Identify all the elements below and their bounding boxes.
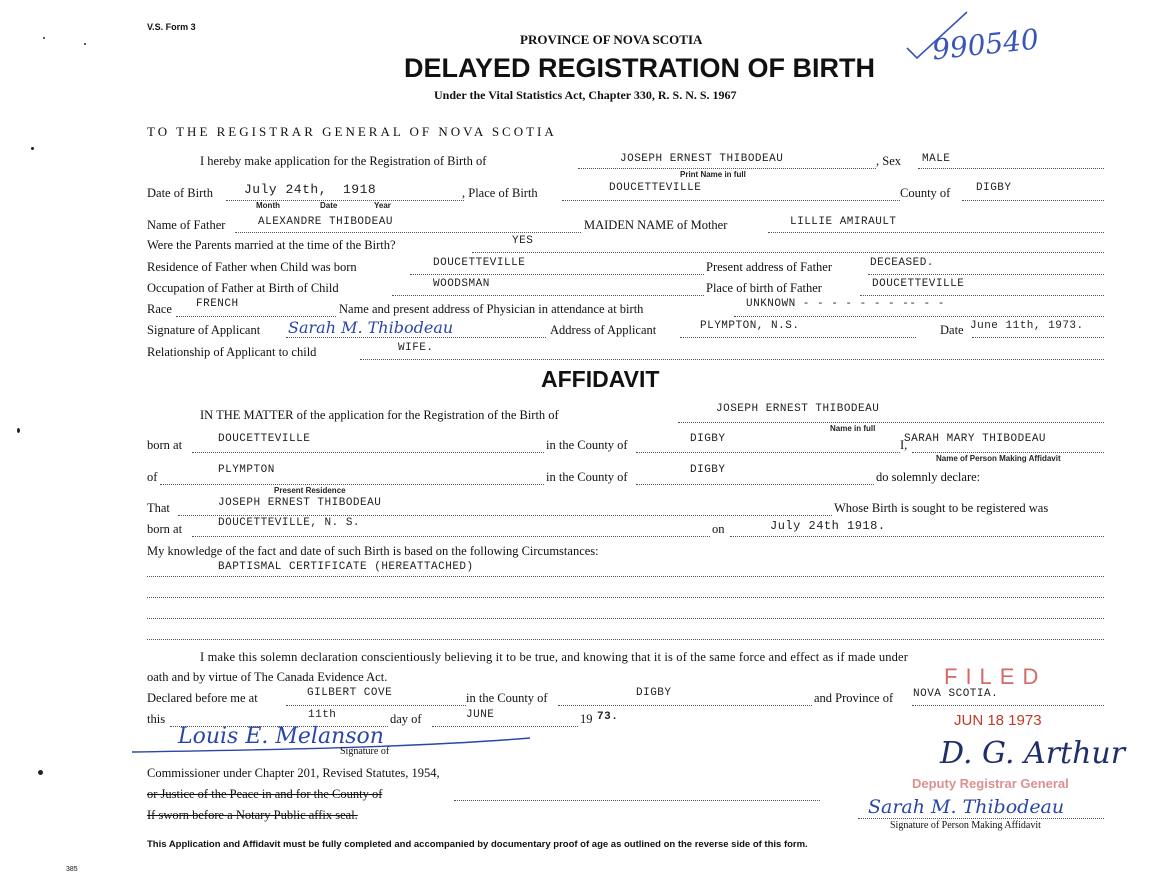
corner-code: 385 <box>66 866 78 873</box>
mother-value: LILLIE AMIRAULT <box>790 216 897 228</box>
born-at-value: DOUCETTEVILLE <box>218 433 311 445</box>
in-county-label: in the County of <box>546 438 628 452</box>
affiant-caption: Signature of Person Making Affidavit <box>890 820 1041 831</box>
father-birthplace-value: DOUCETTEVILLE <box>872 278 965 290</box>
present-residence-caption: Present Residence <box>274 486 346 495</box>
margin-speck <box>17 428 20 433</box>
province-value: NOVA SCOTIA. <box>913 688 999 700</box>
on-label: on <box>712 522 725 536</box>
margin-speck <box>38 770 43 775</box>
knowledge-label: My knowledge of the fact and date of such Birth is based on the following Circumstances: <box>147 544 599 558</box>
commissioner-signature: Louis E. Melanson <box>178 724 384 749</box>
filed-stamp: FILED <box>944 664 1047 689</box>
name-in-full-caption: Name in full <box>830 424 876 433</box>
maker-name: SARAH MARY THIBODEAU <box>904 433 1047 445</box>
matter-intro: IN THE MATTER of the application for the Registration of the Birth of <box>200 408 559 422</box>
present-address-label: Present address of Father <box>706 260 833 274</box>
page-title: DELAYED REGISTRATION OF BIRTH <box>404 53 876 83</box>
month-value: JUNE <box>466 709 495 721</box>
declared-at-value: GILBERT COVE <box>307 687 393 699</box>
dob-month-day: July 24th, <box>244 182 328 197</box>
married-value: YES <box>512 235 534 247</box>
this-label: this <box>147 712 166 726</box>
province-heading: PROVINCE OF NOVA SCOTIA <box>520 32 703 47</box>
in-county-label-3: in the County of <box>466 691 548 705</box>
registrar-signature: D. G. Arthur <box>940 736 1126 771</box>
signature-of-caption: Signature of <box>340 746 390 757</box>
county-value: DIGBY <box>976 182 1012 194</box>
intro-label: I hereby make application for the Registration of Birth of <box>200 154 487 168</box>
born-at-label: born at <box>147 438 183 452</box>
affiant-signature: Sarah M. Thibodeau <box>868 796 1065 818</box>
on-date-value: July 24th 1918. <box>770 519 886 533</box>
relationship-value: WIFE. <box>398 342 434 354</box>
residence-county-value: DIGBY <box>690 464 726 476</box>
applicant-address-value: PLYMPTON, N.S. <box>700 320 800 332</box>
registrar-title: Deputy Registrar General <box>912 776 1069 791</box>
date-caption: Date <box>320 201 338 210</box>
child-name: JOSEPH ERNEST THIBODEAU <box>620 153 784 165</box>
margin-speck <box>84 43 86 45</box>
applicant-signature: Sarah M. Thibodeau <box>288 318 454 337</box>
dob-label: Date of Birth <box>147 186 213 200</box>
form-code: V.S. Form 3 <box>147 22 196 32</box>
of-place-value: PLYMPTON <box>218 464 275 476</box>
margin-speck <box>43 37 45 39</box>
solemn-line-2: oath and by virtue of The Canada Evidence Act. <box>147 670 388 684</box>
margin-speck <box>31 147 34 150</box>
registration-number: 990540 <box>930 22 1041 67</box>
county-label: County of <box>900 186 951 200</box>
addressee: TO THE REGISTRAR GENERAL OF NOVA SCOTIA <box>147 124 557 139</box>
whose-birth-label: Whose Birth is sought to be registered was <box>834 501 1049 515</box>
year-caption: Year <box>374 201 391 210</box>
date-value: June 11th, 1973. <box>970 320 1084 332</box>
father-value: ALEXANDRE THIBODEAU <box>258 216 393 228</box>
maker-caption: Name of Person Making Affidavit <box>936 454 1061 463</box>
declared-county-value: DIGBY <box>636 687 672 699</box>
day-value: 11th <box>308 709 337 721</box>
residence-label: Residence of Father when Child was born <box>147 260 357 274</box>
place-value: DOUCETTEVILLE <box>609 182 702 194</box>
race-label: Race <box>147 302 172 316</box>
residence-value: DOUCETTEVILLE <box>433 257 526 269</box>
declare-label: do solemnly declare: <box>876 470 981 484</box>
born-at2-value: DOUCETTEVILLE, N. S. <box>218 517 361 529</box>
date-label: Date <box>940 323 964 337</box>
page-subtitle: Under the Vital Statistics Act, Chapter 330, R. S. N. S. 1967 <box>434 88 737 102</box>
print-name-caption: Print Name in full <box>680 170 746 179</box>
month-caption: Month <box>256 201 280 210</box>
footer-note: This Application and Affidavit must be fully completed and accompanied by documentary proof of age as outlined on the reverse side of this form. <box>147 839 808 850</box>
in-county-label-2: in the County of <box>546 470 628 484</box>
commissioner-line-2: or Justice of the Peace in and for the County of <box>147 787 383 801</box>
year-suffix: 73. <box>597 711 619 723</box>
province-label: and Province of <box>814 691 894 705</box>
commissioner-line-1: Commissioner under Chapter 201, Revised Statutes, 1954, <box>147 766 440 780</box>
applicant-address-label: Address of Applicant <box>550 323 657 337</box>
relationship-label: Relationship of Applicant to child <box>147 345 317 359</box>
solemn-line-1: I make this solemn declaration conscientiously believing it to be true, and knowing that it is of the same force and effect as if made under <box>200 650 909 664</box>
father-birthplace-label: Place of birth of Father <box>706 281 822 295</box>
that-name-value: JOSEPH ERNEST THIBODEAU <box>218 497 382 509</box>
commissioner-line-3: If sworn before a Notary Public affix seal. <box>147 808 358 822</box>
subject-name: JOSEPH ERNEST THIBODEAU <box>716 403 880 415</box>
of-label: of <box>147 470 158 484</box>
race-value: FRENCH <box>196 298 239 310</box>
day-of-label: day of <box>390 712 422 726</box>
present-address-value: DECEASED. <box>870 257 934 269</box>
i-label: I, <box>900 438 908 452</box>
sex-value: MALE <box>922 153 951 165</box>
mother-label: MAIDEN NAME of Mother <box>584 218 728 232</box>
circumstances-value: BAPTISMAL CERTIFICATE (HEREATTACHED) <box>218 561 474 573</box>
signature-underline <box>130 736 540 761</box>
dob-year: 1918 <box>343 182 377 197</box>
born-county-value: DIGBY <box>690 433 726 445</box>
physician-value: UNKNOWN - - - - - - - -- - - <box>746 298 945 310</box>
that-label: That <box>147 501 170 515</box>
checkmark <box>905 10 965 60</box>
occupation-label: Occupation of Father at Birth of Child <box>147 281 339 295</box>
occupation-value: WOODSMAN <box>433 278 490 290</box>
place-label: , Place of Birth <box>462 186 538 200</box>
sex-label: , Sex <box>876 154 901 168</box>
declared-label: Declared before me at <box>147 691 258 705</box>
affidavit-heading: AFFIDAVIT <box>541 366 660 392</box>
born-at2-label: born at <box>147 522 183 536</box>
signature-label: Signature of Applicant <box>147 323 261 337</box>
year-prefix: 19 <box>580 712 593 726</box>
physician-label: Name and present address of Physician in attendance at birth <box>339 302 644 316</box>
father-label: Name of Father <box>147 218 226 232</box>
stamp-date: JUN 18 1973 <box>954 712 1042 729</box>
married-label: Were the Parents married at the time of the Birth? <box>147 238 396 252</box>
